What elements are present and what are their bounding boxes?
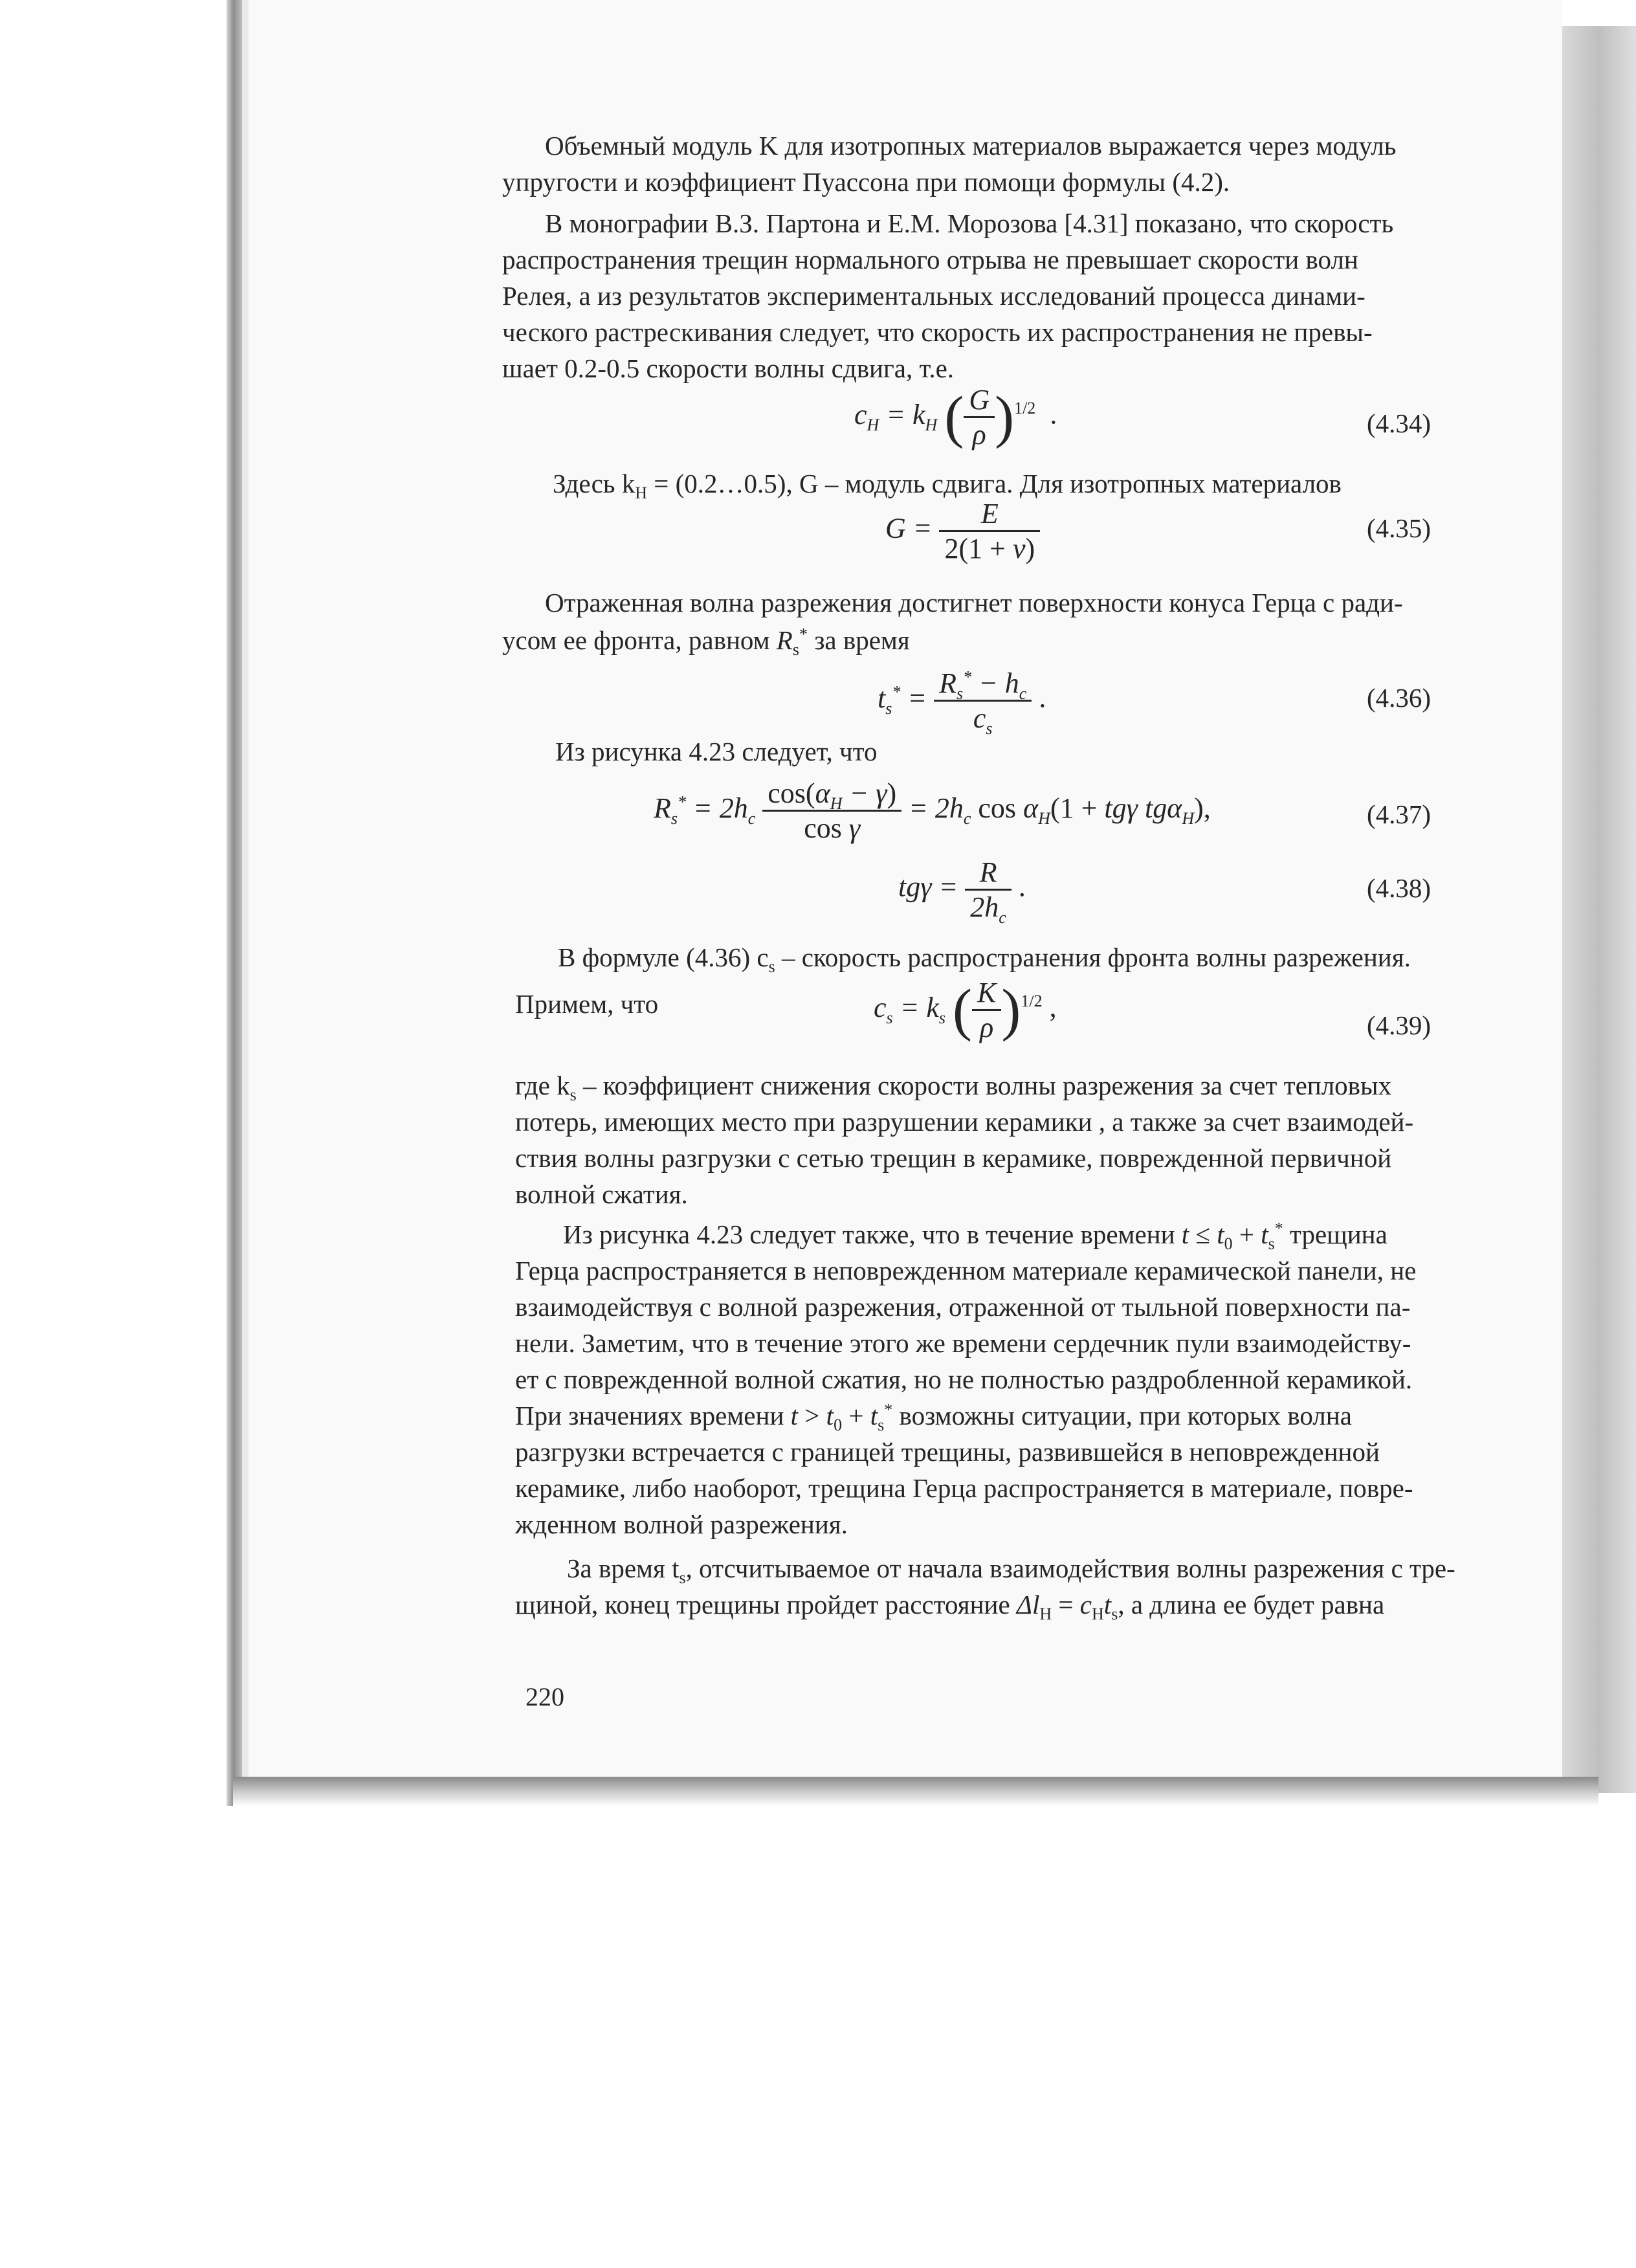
spine-shadow [227, 0, 242, 1806]
p9-line3: взаимодействуя с волной разрежения, отраженной от тыльной поверхности па- [515, 1292, 1411, 1322]
equation-4-34: $c_H = k_H$ ( $\frac{G}{\rho}$ )$^{1/2}$ . [854, 384, 1057, 450]
bottom-edge-shadow [233, 1777, 1598, 1806]
p9-line6: При значениях времени $t > t_0 + t_s^*$ возможны ситуации, при которых волна [515, 1400, 1352, 1435]
p2-line2: распространения трещин нормального отрыва не превышает скорости волн [502, 245, 1358, 274]
p8-line2: потерь, имеющих место при разрушении керамики , а также за счет взаимодей- [515, 1107, 1414, 1137]
p9-line5: ет с поврежденной волной сжатия, но не полностью раздробленной керамикой. [515, 1364, 1413, 1394]
p1-line2: упругости и коэффициент Пуассона при помощи формулы (4.2). [502, 167, 1230, 197]
p5-line: Из рисунка 4.23 следует, что [555, 737, 878, 766]
p2-line5: шает 0.2-0.5 скорости волны сдвига, т.е. [502, 353, 955, 383]
equation-4-36: $t_s^*$ = $\frac{R_s^* - h_c}{c_s}$ . [878, 667, 1046, 738]
eq-number-4-37: (4.37) [1367, 799, 1432, 829]
equation-4-37: $R_s^* = 2h_c$ $\frac{\cos(\alpha_H - \gamma)}{\text{cos γ}}$ = $2h_c$ $\cos \alpha_H(1 + tg\gamma$ tgα$_H$), [654, 777, 1211, 844]
spine-highlight [242, 0, 249, 1806]
p9-line7: разгрузки встречается с границей трещины, развившейся в неповрежденной [515, 1437, 1380, 1467]
eq-number-4-34: (4.34) [1367, 408, 1432, 438]
p8-line4: волной сжатия. [515, 1179, 688, 1209]
p10-line1: За время $t_s$, отсчитываемое от начала взаимодействия волны разрежения с тре- [567, 1553, 1455, 1588]
p9-line1: Из рисунка 4.23 следует также, что в течение времени $t \le t_0 + t_s^*$ трещина [563, 1219, 1387, 1254]
equation-4-38: tgγ = $\frac{R}{2h_c}$ . [898, 856, 1026, 927]
p2-line4: ческого растрескивания следует, что скорость их распространения не превы- [502, 317, 1373, 347]
page-number: 220 [525, 1682, 564, 1711]
p7-line: Примем, что [515, 989, 659, 1019]
p9-line2: Герца распространяется в неповрежденном материале керамической панели, не [515, 1256, 1417, 1285]
p2-line1: В монографии В.З. Партона и Е.М. Морозова [4.31] показано, что скорость [545, 208, 1394, 238]
p4-line2: усом ее фронта, равном $R_s^*$ за время [502, 625, 910, 660]
p9-line8: керамике, либо наоборот, трещина Герца распространяется в материале, повре- [515, 1473, 1413, 1503]
p8-line3: ствия волны разгрузки с сетью трещин в керамике, поврежденной первичной [515, 1143, 1392, 1173]
eq-number-4-39: (4.39) [1367, 1010, 1432, 1040]
eq-number-4-35: (4.35) [1367, 513, 1432, 543]
p9-line4: нели. Заметим, что в течение этого же времени сердечник пули взаимодейству- [515, 1328, 1411, 1358]
p1-line1: Объемный модуль K для изотропных материалов выражается через модуль [545, 131, 1397, 161]
eq-number-4-38: (4.38) [1367, 873, 1432, 903]
p10-line2: щиной, конец трещины пройдет расстояние $\Delta l_H = c_Ht_s$, а длина ее будет равна [515, 1590, 1385, 1624]
equation-4-35: G = $\frac{E}{2(1 + \nu)}$ [885, 497, 1040, 565]
right-edge-shadow [1562, 26, 1636, 1793]
eq-number-4-36: (4.36) [1367, 683, 1432, 713]
equation-4-39: $c_s = k_s$ ( $\frac{K}{\rho}$ )$^{1/2}$ , [874, 977, 1057, 1043]
p3-line: Здесь $k_H$ = (0.2…0.5), G – модуль сдвига. Для изотропных материалов [553, 469, 1342, 503]
p2-line3: Релея, а из результатов экспериментальных исследований процесса динами- [502, 281, 1365, 311]
p4-line1: Отраженная волна разрежения достигнет поверхности конуса Герца с ради- [545, 588, 1403, 617]
p9-line9: жденном волной разрежения. [515, 1509, 848, 1539]
p6-line: В формуле (4.36) $c_s$ – скорость распространения фронта волны разрежения. [558, 942, 1411, 977]
p8-line1: где $k_s$ – коэффициент снижения скорости волны разрежения за счет тепловых [515, 1071, 1392, 1105]
